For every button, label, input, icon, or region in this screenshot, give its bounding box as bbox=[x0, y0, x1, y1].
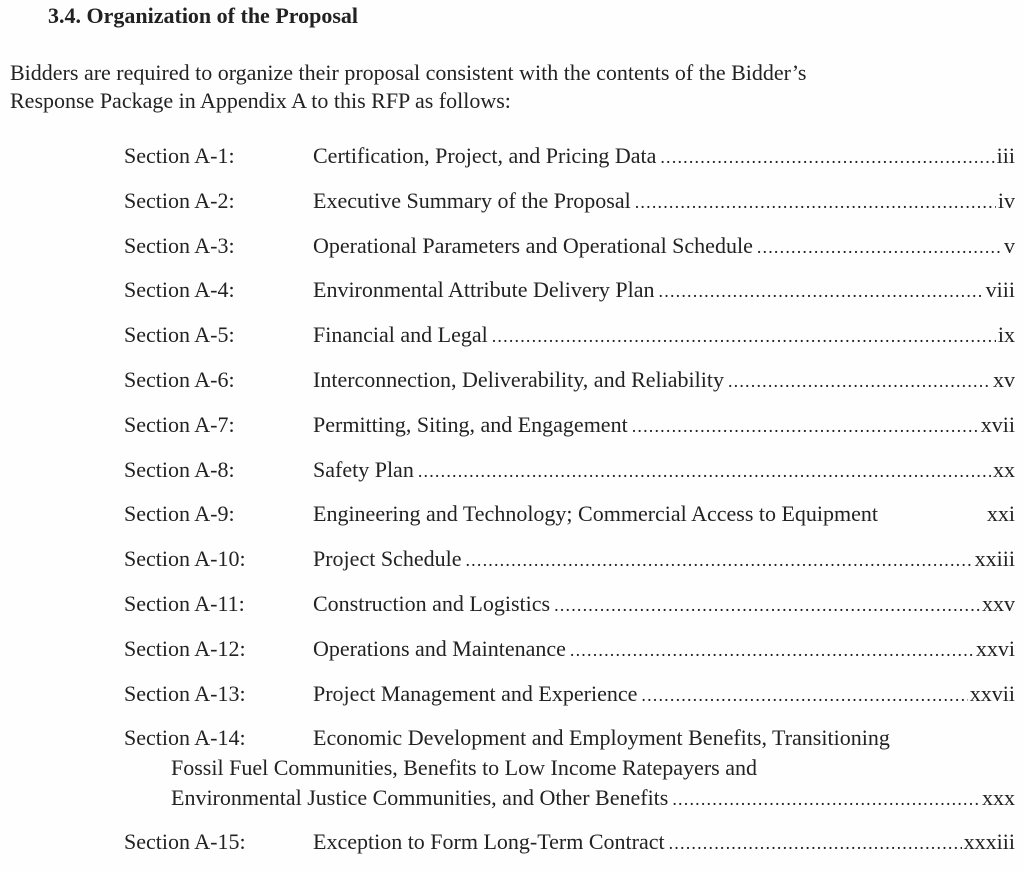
dot-leader bbox=[659, 276, 984, 306]
page-number: xxi bbox=[986, 501, 1015, 527]
page-number: xxvii bbox=[969, 680, 1015, 706]
dot-leader bbox=[418, 456, 991, 486]
toc-entry-a5[interactable] bbox=[124, 320, 1015, 365]
intro-paragraph bbox=[10, 59, 1000, 115]
section-label: Section A-8: bbox=[124, 456, 235, 482]
dot-leader bbox=[492, 321, 996, 351]
section-title: Safety Plan bbox=[313, 456, 414, 482]
section-label: Section A-6: bbox=[124, 366, 235, 392]
page-number: xxv bbox=[982, 590, 1015, 616]
toc-entry-a12[interactable] bbox=[124, 634, 1015, 679]
dot-leader bbox=[669, 828, 962, 858]
dot-leader bbox=[635, 187, 996, 217]
section-label: Section A-9: bbox=[124, 501, 235, 527]
section-title-line: Economic Development and Employment Benefits, Transitioning bbox=[313, 725, 890, 751]
section-title: Certification, Project, and Pricing Data bbox=[313, 143, 657, 168]
page-number: v bbox=[1004, 232, 1015, 258]
section-title-line: Environmental Justice Communities, and Other Benefits bbox=[171, 785, 669, 811]
section-title: Financial and Legal bbox=[313, 322, 488, 348]
section-label: Section A-11: bbox=[124, 590, 245, 616]
section-label: Section A-4: bbox=[124, 277, 235, 303]
section-label: Section A-1: bbox=[124, 143, 235, 168]
page-number: xv bbox=[993, 366, 1015, 392]
toc-entry-a9[interactable] bbox=[124, 499, 1015, 544]
dot-leader bbox=[570, 635, 974, 665]
toc-entry-a11[interactable] bbox=[124, 589, 1015, 634]
section-title: Construction and Logistics bbox=[313, 590, 551, 616]
section-heading: 3.4. Organization of the Proposal bbox=[48, 3, 359, 28]
section-label: Section A-13: bbox=[124, 680, 246, 706]
toc-entry-a8[interactable] bbox=[124, 455, 1015, 500]
page-number: xxvi bbox=[975, 635, 1015, 661]
section-title: Engineering and Technology; Commercial Access to Equipment bbox=[313, 501, 879, 527]
dot-leader bbox=[757, 232, 1002, 262]
section-label: Section A-10: bbox=[124, 546, 246, 572]
page-number: iii bbox=[996, 143, 1015, 168]
section-label: Section A-14: bbox=[124, 725, 246, 751]
page-number: xvii bbox=[980, 411, 1015, 437]
intro-line: Bidders are required to organize their proposal consistent with the contents of the Bidder’s bbox=[10, 60, 807, 85]
toc-entry-a7[interactable] bbox=[124, 410, 1015, 455]
toc-entry-a13[interactable] bbox=[124, 679, 1015, 724]
section-label: Section A-7: bbox=[124, 411, 235, 437]
toc-entry-a14[interactable] bbox=[124, 723, 1015, 827]
page-number: xxiii bbox=[974, 546, 1015, 572]
dot-leader bbox=[660, 142, 994, 172]
section-title: Project Schedule bbox=[313, 546, 462, 572]
table-of-contents bbox=[124, 141, 1015, 872]
toc-entry-a2[interactable] bbox=[124, 186, 1015, 231]
page-number: ix bbox=[997, 322, 1015, 348]
dot-leader bbox=[465, 545, 972, 575]
page-number: viii bbox=[985, 277, 1015, 303]
toc-entry-a10[interactable] bbox=[124, 544, 1015, 589]
dot-leader bbox=[641, 680, 967, 710]
section-label: Section A-15: bbox=[124, 829, 246, 855]
section-title: Project Management and Experience bbox=[313, 680, 638, 706]
section-title: Permitting, Siting, and Engagement bbox=[313, 411, 628, 437]
page-number: xxx bbox=[982, 785, 1015, 811]
section-title: Environmental Attribute Delivery Plan bbox=[313, 277, 655, 303]
section-title: Operations and Maintenance bbox=[313, 635, 566, 661]
section-title-line: Fossil Fuel Communities, Benefits to Low Income Ratepayers and bbox=[171, 755, 757, 781]
page-number: xx bbox=[993, 456, 1015, 482]
toc-entry-a6[interactable] bbox=[124, 365, 1015, 410]
toc-entry-a1[interactable] bbox=[124, 141, 1015, 186]
dot-leader bbox=[554, 590, 980, 620]
toc-entry-a3[interactable] bbox=[124, 231, 1015, 276]
section-label: Section A-12: bbox=[124, 635, 246, 661]
page-number: iv bbox=[997, 187, 1015, 213]
section-title: Operational Parameters and Operational Schedule bbox=[313, 232, 753, 258]
section-label: Section A-5: bbox=[124, 322, 235, 348]
dot-leader bbox=[728, 366, 991, 396]
dot-leader bbox=[672, 784, 980, 814]
toc-entry-a4[interactable] bbox=[124, 275, 1015, 320]
section-title: Interconnection, Deliverability, and Reliability bbox=[313, 366, 724, 392]
section-title: Exception to Form Long-Term Contract bbox=[313, 829, 665, 855]
section-label: Section A-3: bbox=[124, 232, 235, 258]
dot-leader bbox=[632, 411, 979, 441]
intro-line: Response Package in Appendix A to this RFP as follows: bbox=[10, 88, 511, 113]
section-label: Section A-2: bbox=[124, 187, 235, 213]
section-title: Executive Summary of the Proposal bbox=[313, 187, 631, 213]
toc-entry-a15[interactable] bbox=[124, 827, 1015, 872]
page-number: xxxiii bbox=[963, 829, 1015, 855]
